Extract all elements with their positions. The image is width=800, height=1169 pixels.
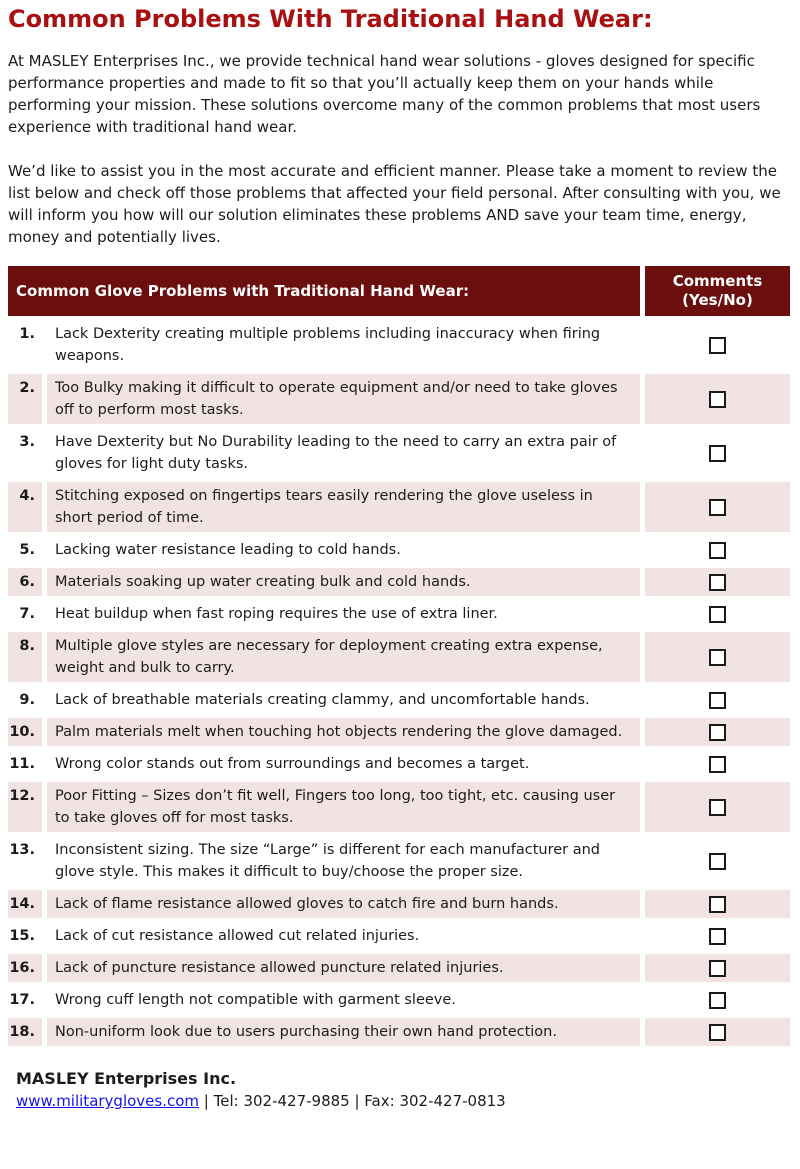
table-row [8,782,790,832]
row-problem-text: Wrong cuff length not compatible with garment sleeve. [47,986,640,1014]
row-problem-text: Lack of breathable materials creating clammy, and uncomfortable hands. [47,686,640,714]
row-comment-cell [645,922,790,950]
table-row [8,986,790,1014]
row-problem-text: Lack of flame resistance allowed gloves to catch fire and burn hands. [47,890,640,918]
row-comment-cell [645,600,790,628]
table-header-problems: Common Glove Problems with Traditional Hand Wear: [8,266,640,316]
comment-checkbox[interactable] [709,992,726,1009]
row-problem-text: Stitching exposed on fingertips tears easily rendering the glove useless in short period of time. [47,482,640,532]
comment-checkbox[interactable] [709,799,726,816]
row-problem-text: Multiple glove styles are necessary for deployment creating extra expense, weight and bulk to carry. [47,632,640,682]
row-problem-text: Lacking water resistance leading to cold hands. [47,536,640,564]
row-comment-cell [645,686,790,714]
row-comment-cell [645,320,790,370]
table-row [8,954,790,982]
footer [16,1068,792,1112]
comment-checkbox[interactable] [709,445,726,462]
comment-checkbox[interactable] [709,391,726,408]
problems-table [8,266,790,1046]
row-comment-cell [645,782,790,832]
row-comment-cell [645,750,790,778]
comment-checkbox[interactable] [709,960,726,977]
comment-checkbox[interactable] [709,756,726,773]
row-problem-text: Too Bulky making it difficult to operate equipment and/or need to take gloves off to perform most tasks. [47,374,640,424]
contact-details: | Tel: 302-427-9885 | Fax: 302-427-0813 [199,1092,506,1110]
comment-checkbox[interactable] [709,542,726,559]
table-row [8,750,790,778]
row-number: 8. [8,632,42,682]
row-problem-text: Palm materials melt when touching hot objects rendering the glove damaged. [47,718,640,746]
row-problem-text: Poor Fitting – Sizes don’t fit well, Fingers too long, too tight, etc. causing user to take gloves off for most tasks. [47,782,640,832]
row-number: 10. [8,718,42,746]
table-row [8,536,790,564]
table-header-comments [645,266,790,316]
row-comment-cell [645,632,790,682]
table-header-row [8,266,790,316]
row-number: 16. [8,954,42,982]
comment-checkbox[interactable] [709,928,726,945]
row-problem-text: Materials soaking up water creating bulk and cold hands. [47,568,640,596]
row-comment-cell [645,536,790,564]
row-number: 9. [8,686,42,714]
row-problem-text: Wrong color stands out from surroundings and becomes a target. [47,750,640,778]
intro-paragraph-1: At MASLEY Enterprises Inc., we provide technical hand wear solutions - gloves designed for specific performance properties and made to fit so that you’ll actually keep them on your hands while performing your mission. These solutions overcome many of the common problems that most users experience with traditional hand wear. [8,52,761,136]
row-number: 7. [8,600,42,628]
comment-checkbox[interactable] [709,606,726,623]
row-number: 4. [8,482,42,532]
row-number: 17. [8,986,42,1014]
table-row [8,890,790,918]
table-row [8,836,790,886]
contact-line [16,1090,792,1112]
table-row [8,428,790,478]
comment-checkbox[interactable] [709,853,726,870]
row-comment-cell [645,954,790,982]
row-problem-text: Inconsistent sizing. The size “Large” is different for each manufacturer and glove style. This makes it difficult to buy/choose the proper size. [47,836,640,886]
comment-checkbox[interactable] [709,896,726,913]
table-row [8,600,790,628]
row-comment-cell [645,986,790,1014]
row-problem-text: Lack of cut resistance allowed cut related injuries. [47,922,640,950]
page-title: Common Problems With Traditional Hand Wear: [8,5,653,33]
row-comment-cell [645,718,790,746]
row-number: 13. [8,836,42,886]
row-comment-cell [645,568,790,596]
table-row [8,320,790,370]
table-body [8,320,790,1046]
row-problem-text: Heat buildup when fast roping requires the use of extra liner. [47,600,640,628]
row-problem-text: Have Dexterity but No Durability leading to the need to carry an extra pair of gloves for light duty tasks. [47,428,640,478]
row-number: 6. [8,568,42,596]
row-comment-cell [645,374,790,424]
row-number: 2. [8,374,42,424]
row-number: 18. [8,1018,42,1046]
row-comment-cell [645,890,790,918]
company-name: MASLEY Enterprises Inc. [16,1069,237,1088]
table-row [8,686,790,714]
row-problem-text: Non-uniform look due to users purchasing their own hand protection. [47,1018,640,1046]
row-problem-text: Lack Dexterity creating multiple problems including inaccuracy when firing weapons. [47,320,640,370]
comments-header-line2: (Yes/No) [682,291,753,309]
comment-checkbox[interactable] [709,499,726,516]
row-number: 11. [8,750,42,778]
table-row [8,1018,790,1046]
row-comment-cell [645,1018,790,1046]
row-number: 5. [8,536,42,564]
website-link[interactable]: www.militarygloves.com [16,1092,200,1110]
comment-checkbox[interactable] [709,574,726,591]
table-row [8,374,790,424]
comment-checkbox[interactable] [709,724,726,741]
row-number: 15. [8,922,42,950]
row-problem-text: Lack of puncture resistance allowed puncture related injuries. [47,954,640,982]
comment-checkbox[interactable] [709,1024,726,1041]
comment-checkbox[interactable] [709,337,726,354]
row-comment-cell [645,836,790,886]
table-row [8,922,790,950]
row-number: 12. [8,782,42,832]
table-row [8,632,790,682]
row-number: 14. [8,890,42,918]
row-number: 1. [8,320,42,370]
comment-checkbox[interactable] [709,649,726,666]
row-number: 3. [8,428,42,478]
intro-paragraph-2: We’d like to assist you in the most accurate and efficient manner. Please take a moment to review the list below and check off those problems that affected your field personal. After consulting with you, we will inform you how will our solution eliminates these problems AND save your team time, energy, money and potentially lives. [8,162,781,246]
comment-checkbox[interactable] [709,692,726,709]
row-comment-cell [645,428,790,478]
table-row [8,568,790,596]
table-row [8,482,790,532]
table-row [8,718,790,746]
comments-header-line1: Comments [672,272,763,290]
row-comment-cell [645,482,790,532]
